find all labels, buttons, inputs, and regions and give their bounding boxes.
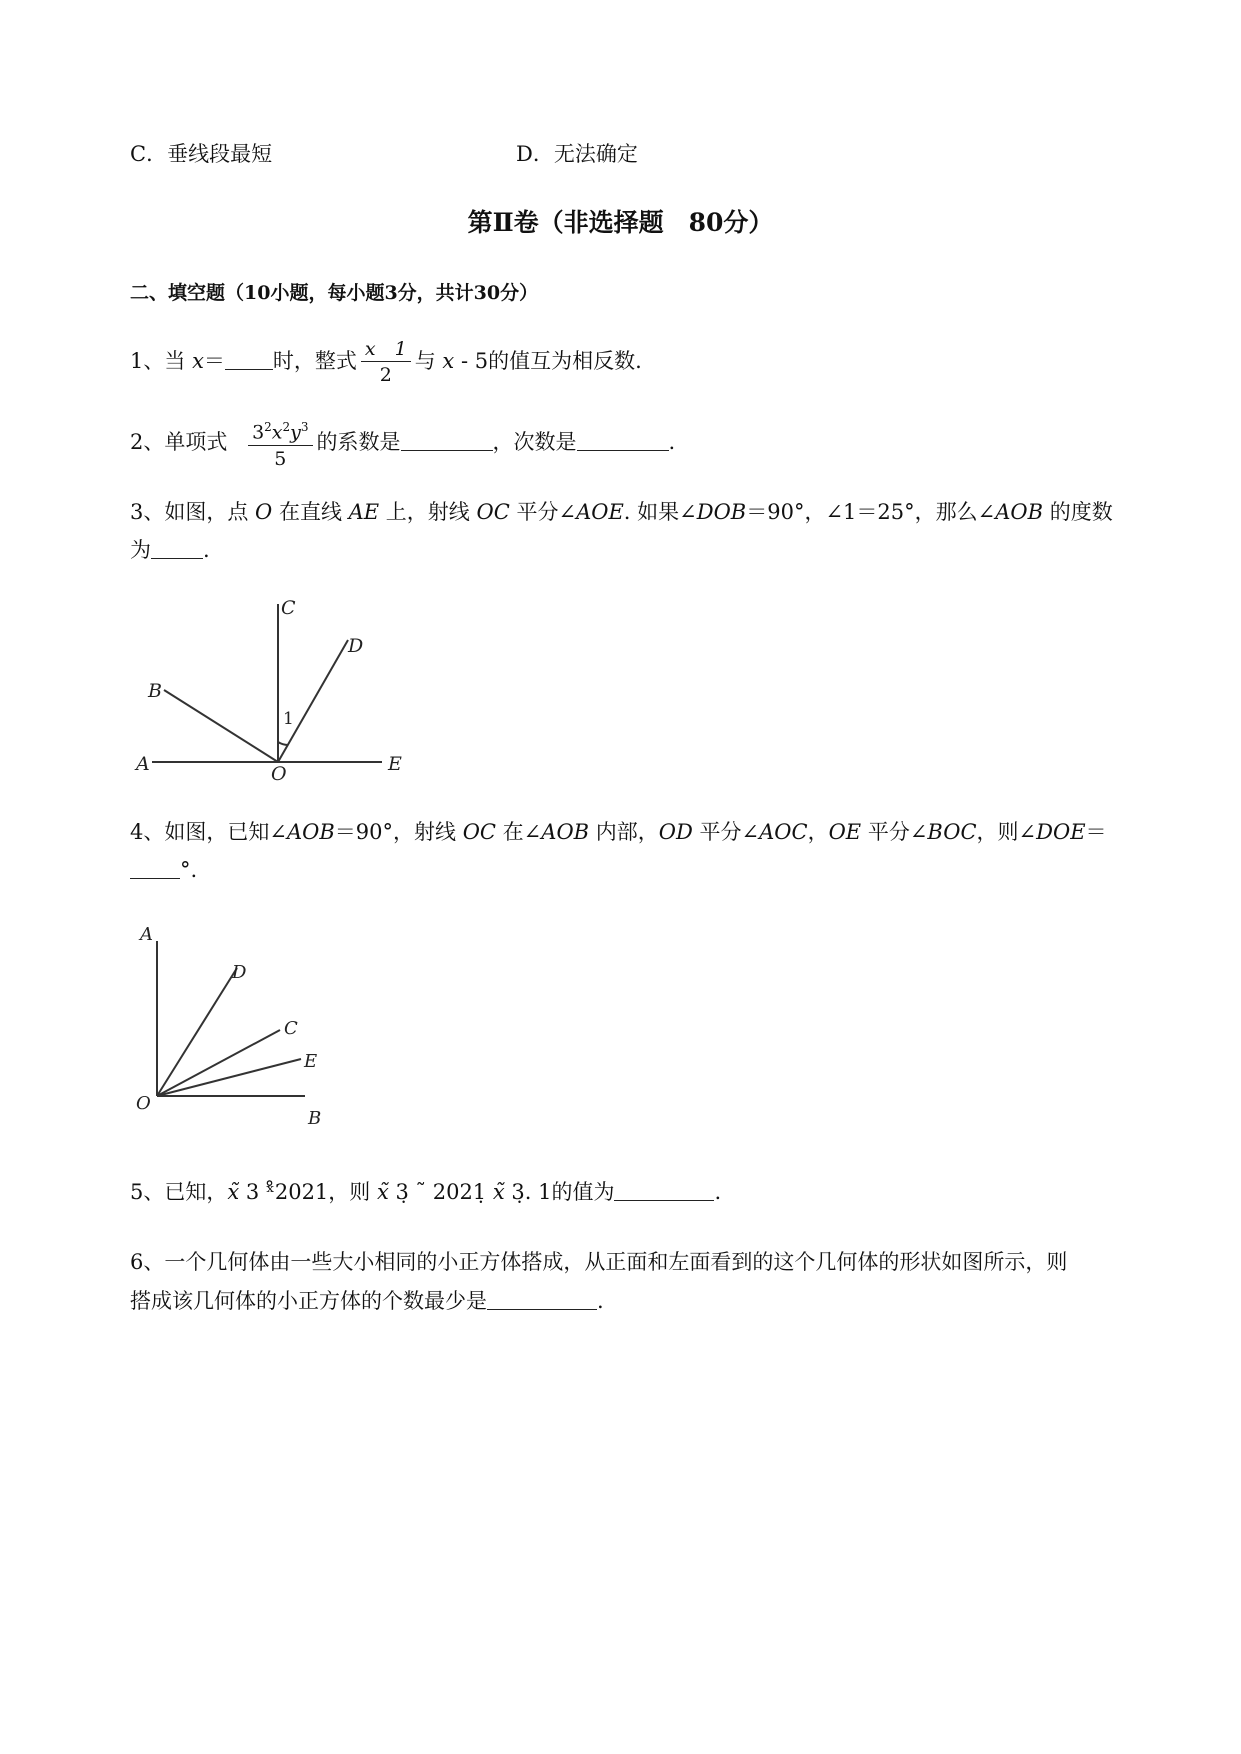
q3-line2-end: . — [203, 538, 210, 562]
q4-line1-run: OC — [462, 820, 496, 844]
q6-answer-blank[interactable] — [487, 1289, 597, 1310]
q4-answer-blank[interactable] — [130, 858, 180, 879]
q5-garbled-run: ˣ̊ — [265, 1180, 275, 1204]
label-C: C — [284, 1018, 298, 1039]
q4-line1-run: ， — [807, 820, 829, 844]
q4-line1-run: 平分∠ — [861, 820, 928, 844]
q4-line1-run: ＝ — [1085, 820, 1107, 844]
figure-2 — [120, 915, 360, 1135]
q5-garbled-run: 1 — [538, 1180, 552, 1204]
q4-line1-run: ，则∠ — [976, 820, 1037, 844]
ray-OD — [157, 968, 237, 1096]
q4-line1-run: ＝90°，射线 — [334, 820, 463, 844]
option-d: D．无法确定 — [516, 142, 638, 166]
label-B: B — [148, 680, 162, 702]
q3-answer-blank[interactable] — [151, 538, 203, 559]
q1-mid: 与 — [414, 349, 436, 373]
q1-answer-blank[interactable] — [225, 349, 273, 370]
q5-garbled-run: 3̣. — [504, 1180, 539, 1204]
label-O: O — [271, 763, 287, 785]
figure-1 — [120, 590, 420, 790]
q3-line1-run: DOB — [696, 500, 747, 524]
q2-num-y: y — [290, 421, 301, 444]
q3-line2-prefix: 为 — [130, 538, 151, 562]
q4-line1-run: AOC — [759, 820, 808, 844]
q2-exp-2b: 2 — [282, 420, 291, 435]
q4-line2-end: °. — [180, 858, 198, 882]
question-1 — [130, 337, 642, 388]
q3-line1-run: ＝90°，∠1＝25°，那么∠ — [746, 500, 996, 524]
q5-end-text: 的值为 — [551, 1180, 615, 1204]
q5-garbled-run: 3̣ — [388, 1180, 409, 1204]
ray-OD — [278, 640, 348, 762]
q4-line1-run: 平分∠ — [692, 820, 760, 844]
q3-line1-run: AOB — [995, 500, 1044, 524]
q6-line2-prefix: 搭成该几何体的小正方体的个数最少是 — [130, 1289, 487, 1313]
q2-frac-den: 5 — [274, 447, 287, 470]
q2-coefficient-blank[interactable] — [401, 430, 493, 451]
q3-line1-run: AOE — [576, 500, 624, 524]
q2-exp-2a: 2 — [264, 420, 272, 435]
q1-frac-den: 2 — [379, 364, 392, 386]
ray-OE — [157, 1059, 301, 1096]
q5-garbled-run: ˜ — [408, 1180, 433, 1204]
angle-1-arc — [278, 742, 288, 745]
label-E: E — [304, 1051, 318, 1072]
q5-garbled-run: x̃ — [492, 1180, 505, 1204]
q5-answer-blank[interactable] — [614, 1180, 714, 1201]
q6-line2-end: . — [597, 1289, 604, 1313]
q1-eq: ＝ — [203, 349, 225, 373]
part-heading: 二、填空题（10小题，每小题3分，共计30分） — [130, 282, 539, 304]
q5-expression — [227, 1180, 551, 1204]
label-D: D — [232, 962, 247, 983]
label-D: D — [348, 635, 364, 657]
q5-garbled-run: 2021，则 — [274, 1180, 377, 1204]
q1-var-x2: x — [442, 349, 455, 373]
q5-garbled-run: x̃ — [227, 1180, 240, 1204]
q1-var-x: x — [192, 349, 204, 373]
label-A: A — [136, 753, 150, 775]
section-title: 第Ⅱ卷（非选择题 80分） — [467, 208, 774, 237]
q3-line1-run: AE — [348, 500, 380, 524]
q2-end: . — [668, 430, 676, 454]
question-2 — [130, 415, 675, 472]
q1-frac-num: x 1 — [361, 337, 411, 362]
q4-line1-run: 4、如图，已知∠ — [130, 820, 287, 844]
question-6-line-1: 6、一个几何体由一些大小相同的小正方体搭成，从正面和左面看到的这个几何体的形状如图所示，则 — [130, 1250, 1068, 1274]
label-C: C — [281, 597, 296, 619]
q1-rest: - 5的值互为相反数. — [460, 349, 642, 373]
q2-num-x: x — [271, 421, 283, 444]
q4-line1-run: AOB — [541, 820, 590, 844]
q1-prefix: 1、当 — [130, 349, 186, 373]
q3-line1-run: 3、如图，点 — [130, 500, 256, 524]
q3-line1-run: OC — [476, 500, 510, 524]
q2-mid2: ，次数是 — [492, 430, 577, 454]
option-c: C．垂线段最短 — [130, 142, 273, 166]
label-B: B — [308, 1108, 322, 1129]
ray-OB — [164, 690, 278, 762]
q2-num-3: 3 — [252, 421, 265, 444]
q3-line1-run: 的度数 — [1043, 500, 1113, 524]
q4-line1-run: DOE — [1036, 820, 1086, 844]
question-5 — [130, 1177, 721, 1207]
q2-frac-num — [248, 415, 312, 445]
question-6-line-2 — [130, 1286, 604, 1316]
q5-garbled-run: 3 — [239, 1180, 266, 1204]
label-E: E — [388, 753, 402, 775]
q5-prefix: 5、已知， — [130, 1180, 228, 1204]
q5-garbled-run: x̃ — [376, 1180, 389, 1204]
q3-line1-run: O — [255, 500, 273, 524]
q1-fraction — [361, 337, 411, 388]
q3-line1-run: 上，射线 — [379, 500, 477, 524]
ray-OC — [157, 1030, 280, 1096]
question-4-line-1 — [130, 817, 1107, 847]
label-angle-1: 1 — [283, 709, 294, 729]
label-A: A — [140, 924, 153, 945]
q2-exp-3: 3 — [300, 420, 309, 435]
q4-line1-run: OE — [828, 820, 862, 844]
q5-end: . — [714, 1180, 722, 1204]
label-O: O — [136, 1093, 151, 1114]
q1-after-blank: 时，整式 — [272, 349, 357, 373]
q5-garbled-run: 2021̣ — [432, 1180, 493, 1204]
q2-prefix: 2、单项式 — [130, 430, 228, 454]
q3-line1-run: . 如果∠ — [623, 500, 697, 524]
question-3-line-2 — [130, 535, 210, 565]
q4-line1-run: 在∠ — [496, 820, 542, 844]
q2-fraction — [248, 415, 312, 471]
question-4-line-2 — [130, 855, 197, 885]
q4-line1-run: OD — [658, 820, 693, 844]
q3-line1-run: 在直线 — [272, 500, 349, 524]
q4-line1-run: BOC — [927, 820, 977, 844]
q2-mid: 的系数是 — [316, 430, 401, 454]
q4-line1-run: AOB — [286, 820, 335, 844]
q2-degree-blank[interactable] — [577, 430, 669, 451]
q3-line1-run: 平分∠ — [509, 500, 577, 524]
q4-line1-run: 内部， — [589, 820, 659, 844]
question-3-line-1 — [130, 497, 1113, 527]
